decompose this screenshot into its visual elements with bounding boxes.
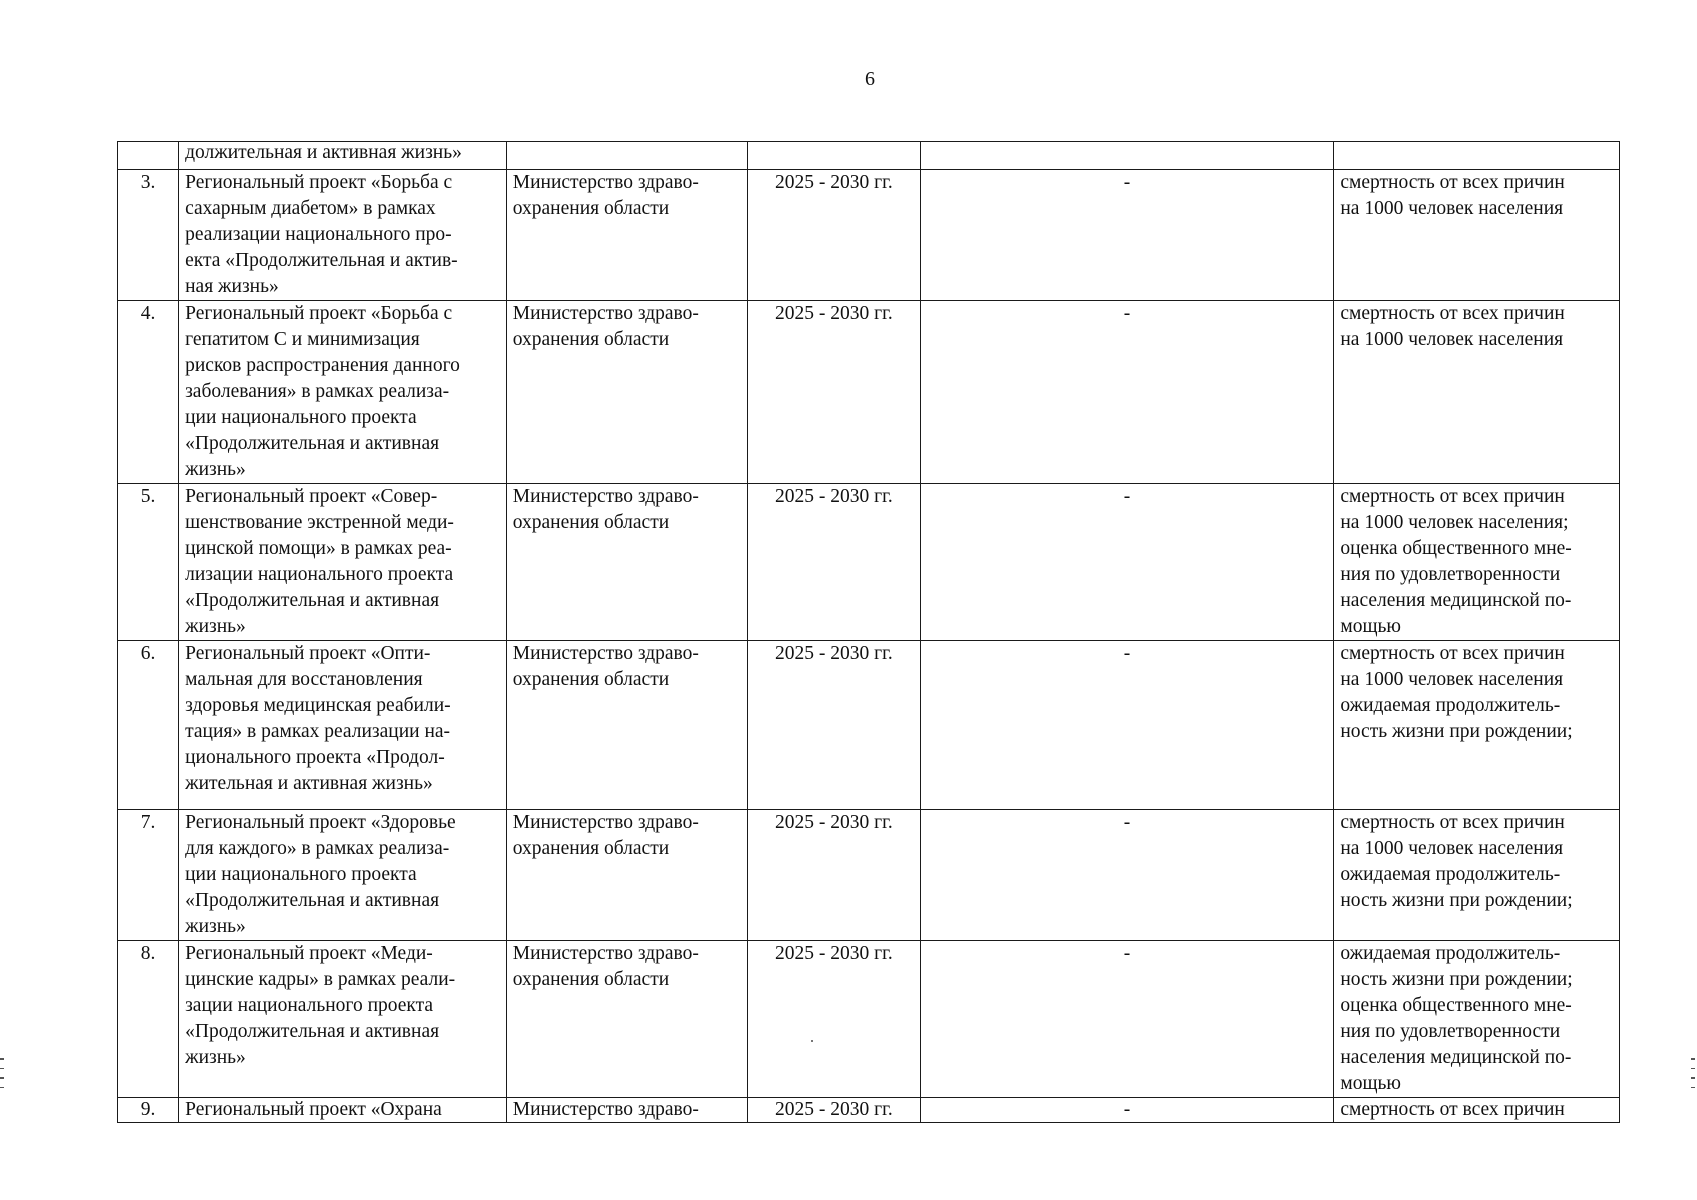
executor: Министерство здраво- охранения области	[506, 941, 747, 1098]
period	[748, 142, 920, 170]
indicator: ожидаемая продолжитель- ность жизни при рождении; оценка общественного мне- ния по удовлетворенности населения медицинской по- мощью	[1334, 941, 1620, 1098]
project-name: Региональный проект «Охрана	[179, 1098, 507, 1123]
table-row	[118, 170, 1620, 301]
binding-marks-left	[0, 1058, 4, 1100]
period: 2025 - 2030 гг.	[748, 301, 920, 484]
indicator: смертность от всех причин	[1334, 1098, 1620, 1123]
row-number: 8.	[118, 941, 179, 1098]
project-name: Региональный проект «Опти- мальная для восстановления здоровья медицинская реабили- тация» в рамках реализации на- ционального проекта «Продол- жительная и активная жизнь»	[179, 641, 507, 810]
indicator: смертность от всех причин на 1000 человек населения ожидаемая продолжитель- ность жизни при рождении;	[1334, 641, 1620, 810]
period: 2025 - 2030 гг.	[748, 941, 920, 1098]
executor: Министерство здраво- охранения области	[506, 641, 747, 810]
period: 2025 - 2030 гг.	[748, 484, 920, 641]
program-table	[117, 141, 1620, 1123]
empty-column: -	[920, 1098, 1334, 1123]
project-name: Региональный проект «Меди- цинские кадры» в рамках реали- зации национального проекта «Продолжительная и активная жизнь»	[179, 941, 507, 1098]
indicator	[1334, 142, 1620, 170]
indicator: смертность от всех причин на 1000 человек населения	[1334, 170, 1620, 301]
table-row	[118, 1098, 1620, 1123]
page-number: 6	[865, 68, 875, 90]
executor	[506, 142, 747, 170]
empty-column	[920, 142, 1334, 170]
table-row	[118, 941, 1620, 1098]
project-name: Региональный проект «Совер- шенствование экстренной меди- цинской помощи» в рамках реа- лизации национального проекта «Продолжительная и активная жизнь»	[179, 484, 507, 641]
indicator: смертность от всех причин на 1000 человек населения; оценка общественного мне- ния по удовлетворенности населения медицинской по- мощью	[1334, 484, 1620, 641]
period: 2025 - 2030 гг.	[748, 641, 920, 810]
row-number: 9.	[118, 1098, 179, 1123]
project-name: Региональный проект «Борьба с гепатитом С и минимизация рисков распространения данного заболевания» в рамках реализа- ции национального проекта «Продолжительная и активная жизнь»	[179, 301, 507, 484]
empty-column: -	[920, 641, 1334, 810]
table-row	[118, 641, 1620, 810]
executor: Министерство здраво- охранения области	[506, 484, 747, 641]
row-number: 4.	[118, 301, 179, 484]
project-name: Региональный проект «Борьба с сахарным диабетом» в рамках реализации национального про- екта «Продолжительная и актив- ная жизнь»	[179, 170, 507, 301]
binding-marks-right	[1691, 1058, 1695, 1100]
empty-column: -	[920, 810, 1334, 941]
row-number	[118, 142, 179, 170]
indicator: смертность от всех причин на 1000 человек населения	[1334, 301, 1620, 484]
table-row	[118, 142, 1620, 170]
period: 2025 - 2030 гг.	[748, 1098, 920, 1123]
row-number: 6.	[118, 641, 179, 810]
project-name: должительная и активная жизнь»	[179, 142, 507, 170]
row-number: 5.	[118, 484, 179, 641]
period: 2025 - 2030 гг.	[748, 170, 920, 301]
executor: Министерство здраво- охранения области	[506, 301, 747, 484]
empty-column: -	[920, 301, 1334, 484]
empty-column: -	[920, 484, 1334, 641]
row-number: 3.	[118, 170, 179, 301]
table-row	[118, 484, 1620, 641]
table-row	[118, 810, 1620, 941]
period: 2025 - 2030 гг.	[748, 810, 920, 941]
executor: Министерство здраво- охранения области	[506, 810, 747, 941]
table-row	[118, 301, 1620, 484]
empty-column: -	[920, 170, 1334, 301]
indicator: смертность от всех причин на 1000 человек населения ожидаемая продолжитель- ность жизни при рождении;	[1334, 810, 1620, 941]
empty-column: -	[920, 941, 1334, 1098]
project-name: Региональный проект «Здоровье для каждого» в рамках реализа- ции национального проекта «Продолжительная и активная жизнь»	[179, 810, 507, 941]
executor: Министерство здраво- охранения области	[506, 170, 747, 301]
row-number: 7.	[118, 810, 179, 941]
executor: Министерство здраво-	[506, 1098, 747, 1123]
scan-speck	[811, 1040, 813, 1042]
